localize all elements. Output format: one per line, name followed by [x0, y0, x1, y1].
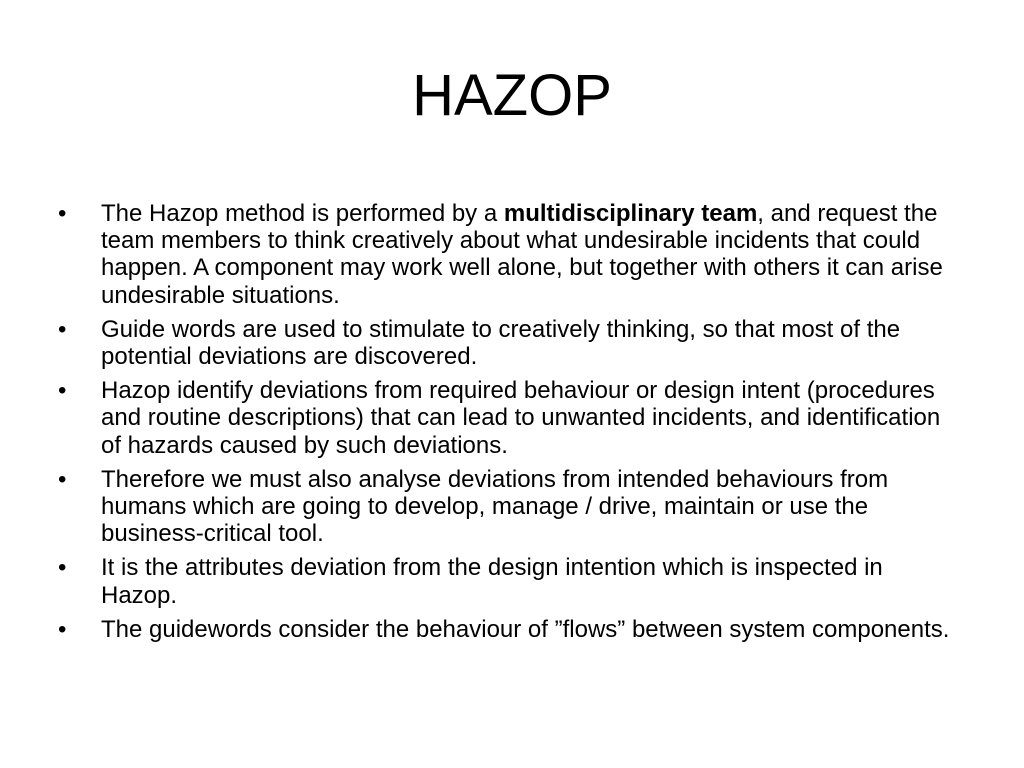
bullet-item	[58, 554, 958, 608]
bullet-text: Guide words are used to stimulate to creatively thinking, so that most of the potential deviations are discovered.	[101, 315, 901, 371]
bullet-text-before: The Hazop method is performed by a	[101, 200, 504, 227]
bullet-item	[58, 316, 958, 370]
bullet-list	[58, 200, 958, 650]
bullet-marker: •	[58, 554, 67, 582]
bullet-text: The guidewords consider the behaviour of ”flows” between system components.	[101, 615, 950, 643]
bullet-text-after: , and request the team members to think creatively about what undesirable incidents that could happen. A component may work well alone, but together with others it can arise undesirable situations.	[101, 200, 943, 309]
bullet-marker: •	[58, 315, 67, 343]
bullet-item	[58, 466, 958, 548]
bullet-marker: •	[58, 200, 67, 227]
bullet-text: Hazop identify deviations from required behaviour or design intent (procedures and routine descriptions) that can lead to unwanted incidents, and identification of hazards caused by such deviations.	[101, 377, 941, 459]
bullet-item	[58, 616, 958, 643]
bullet-marker: •	[58, 465, 67, 493]
bullet-text: Therefore we must also analyse deviations from intended behaviours from humans which are going to develop, manage / drive, maintain or use the business-critical tool.	[101, 465, 889, 548]
bullet-marker: •	[58, 377, 67, 405]
bullet-text: It is the attributes deviation from the design intention which is inspected in Hazop.	[101, 554, 883, 609]
bullet-item	[58, 200, 958, 309]
slide-title: HAZOP	[412, 63, 612, 128]
bullet-bold-text: multidisciplinary team	[503, 200, 758, 227]
bullet-marker: •	[58, 615, 67, 643]
bullet-item	[58, 377, 958, 459]
